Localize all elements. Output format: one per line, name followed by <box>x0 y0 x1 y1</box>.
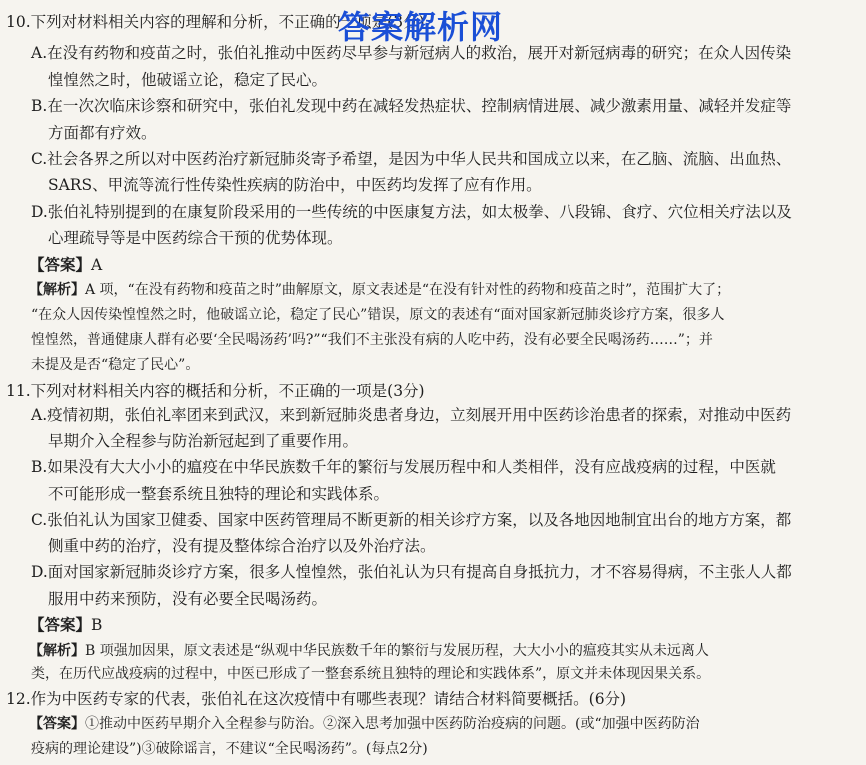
q11-analysis-line2: 类，在历代应战疫病的过程中，中医已形成了一整套系统且独特的理论和实践体系”，原文并未体现因果关系。 <box>31 666 711 682</box>
q10-option-a-line1: A.在没有药物和疫苗之时，张伯礼推动中医药尽早参与新冠病人的救治，展开对新冠病毒的研究；在众人因传染 <box>31 44 792 62</box>
answer-tag: 【答案】 <box>29 255 92 274</box>
q10-option-a-line2: 惶惶然之时，他破谣立论，稳定了民心。 <box>48 71 328 89</box>
q12-answer-line1 <box>29 714 700 734</box>
q10-option-c-line2: SARS、甲流等流行性传染性疾病的防治中，中医药均发挥了应有作用。 <box>48 176 542 194</box>
q12-answer-line2: 疫病的理论建设”)③破除谣言，不建议“全民喝汤药”。(每点2分) <box>31 741 428 757</box>
q11-option-c-line2: 侧重中药的治疗，没有提及整体综合治疗以及外治疗法。 <box>48 537 436 555</box>
analysis-tag: 【解析】 <box>29 643 85 659</box>
q10-option-c-line1: C.社会各界之所以对中医药治疗新冠肺炎寄予希望，是因为中华人民共和国成立以来，在乙脑、流脑、出血热、 <box>31 150 792 168</box>
q10-option-b-line1: B.在一次次临床诊察和研究中，张伯礼发现中药在减轻发热症状、控制病情进展、减少激素用量、减轻并发症等 <box>31 97 792 115</box>
q10-analysis-line2: “在众人因传染惶惶然之时，他破谣立论，稳定了民心”错误，原文的表述有“面对国家新冠肺炎诊疗方案，很多人 <box>31 307 725 323</box>
q10-option-d-line1: D.张伯礼特别提到的在康复阶段采用的一些传统的中医康复方法，如太极拳、八段锦、食疗、穴位相关疗法以及 <box>31 203 792 221</box>
q11-answer <box>29 615 102 635</box>
q11-option-d-line2: 服用中药来预防，没有必要全民喝汤药。 <box>48 590 328 608</box>
q11-option-a-line1: A.疫情初期，张伯礼率团来到武汉，来到新冠肺炎患者身边，立刻展开用中医药诊治患者的探索，对推动中医药 <box>31 406 792 424</box>
q11-option-b-line1: B.如果没有大大小小的瘟疫在中华民族数千年的繁衍与发展历程中和人类相伴，没有应战疫病的过程，中医就 <box>31 458 776 476</box>
q11-option-c-line1: C.张伯礼认为国家卫健委、国家中医药管理局不断更新的相关诊疗方案，以及各地因地制宜出台的地方方案，都 <box>31 511 792 529</box>
q10-option-d-line2: 心理疏导等是中医药综合干预的优势体现。 <box>48 229 343 247</box>
q11-option-a-line2: 早期介入全程参与防治新冠起到了重要作用。 <box>48 432 359 450</box>
watermark-logo: 答案解析网 <box>338 8 504 46</box>
q10-stem: 10.下列对材料相关内容的理解和分析，不正确的一项是(3分) <box>6 13 425 31</box>
q10-analysis-line4: 未提及是否“稳定了民心”。 <box>31 357 200 373</box>
q11-analysis-text1: B 项强加因果，原文表述是“纵观中华民族数千年的繁衍与发展历程，大大小小的瘟疫其实从未远离人 <box>85 643 709 659</box>
q11-option-d-line1: D.面对国家新冠肺炎诊疗方案，很多人惶惶然，张伯礼认为只有提高自身抵抗力，才不容易得病，不主张人人都 <box>31 563 792 581</box>
q10-answer <box>29 255 102 275</box>
q10-answer-value: A <box>91 256 103 274</box>
q10-analysis-line1 <box>29 280 730 300</box>
q12-answer-text1: ①推动中医药早期介入全程参与防治。②深入思考加强中医药防治疫病的问题。(或“加强中医药防治 <box>85 716 700 732</box>
q10-analysis-text1: A 项，“在没有药物和疫苗之时”曲解原文，原文表述是“在没有针对性的药物和疫苗之时”，范围扩大了； <box>85 282 731 298</box>
q10-analysis-line3: 惶惶然，普通健康人群有必要‘全民喝汤药’吗?”“我们不主张没有病的人吃中药，没有必要全民喝汤药……”；并 <box>31 332 713 348</box>
analysis-tag: 【解析】 <box>29 282 85 298</box>
q11-option-b-line2: 不可能形成一整套系统且独特的理论和实践体系。 <box>48 485 390 503</box>
q11-stem: 11.下列对材料相关内容的概括和分析，不正确的一项是(3分) <box>6 382 425 400</box>
q10-option-b-line2: 方面都有疗效。 <box>48 124 157 142</box>
q11-analysis-line1 <box>29 641 709 661</box>
answer-tag: 【答案】 <box>29 615 92 634</box>
q11-answer-value: B <box>91 616 103 634</box>
answer-tag: 【答案】 <box>29 716 85 732</box>
q12-stem: 12.作为中医药专家的代表，张伯礼在这次疫情中有哪些表现？请结合材料简要概括。(6分) <box>6 690 627 708</box>
